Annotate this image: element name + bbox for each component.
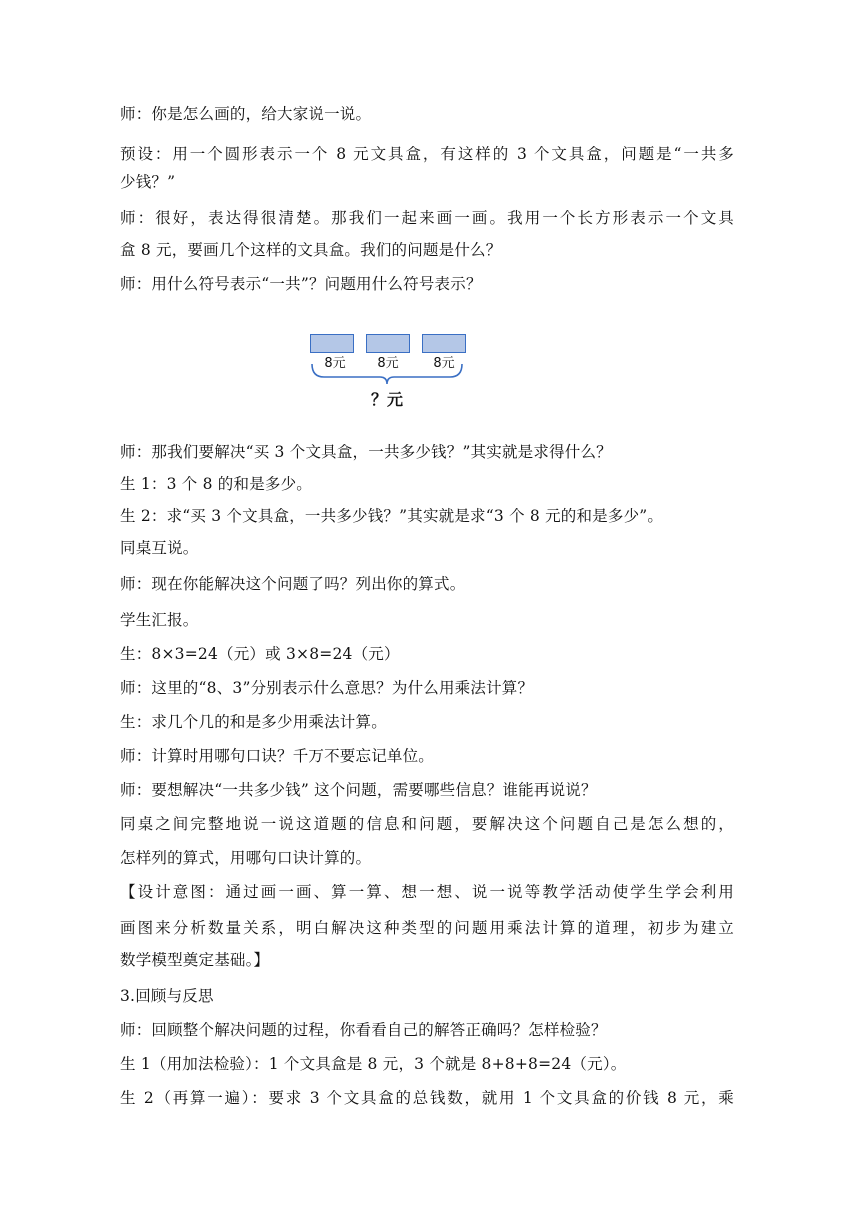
paragraph-line: 生 2（再算一遍）：要求 3 个文具盒的总钱数，就用 1 个文具盒的价钱 8 元，乘 — [120, 1089, 734, 1107]
paragraph-line: 生 2：求“买 3 个文具盒，一共多少钱？”其实就是求“3 个 8 元的和是多少”。 — [120, 507, 664, 525]
pencil-box-rect — [422, 334, 466, 353]
paragraph-line: 师：很好，表达得很清楚。那我们一起来画一画。我用一个长方形表示一个文具 — [120, 209, 734, 227]
paragraph-line: 盒 8 元，要画几个这样的文具盒。我们的问题是什么？ — [120, 241, 502, 259]
pencil-box-rect — [366, 334, 410, 353]
paragraph-line: 【设计意图：通过画一画、算一算、想一想、说一说等教学活动使学生学会利用 — [120, 883, 734, 901]
paragraph-line: 少钱？” — [120, 173, 176, 191]
paragraph-line: 师：要想解决“一共多少钱” 这个问题，需要哪些信息？谁能再说说？ — [120, 781, 597, 799]
box-price-label: 8元 — [377, 356, 399, 371]
paragraph-line: 预设：用一个圆形表示一个 8 元文具盒，有这样的 3 个文具盒，问题是“一共多 — [120, 145, 734, 163]
total-brace — [310, 362, 480, 392]
total-unknown-label: ？元 — [370, 390, 403, 409]
paragraph-line: 生 1：3 个 8 的和是多少。 — [120, 475, 312, 493]
paragraph-line: 数学模型奠定基础。】 — [120, 951, 270, 969]
paragraph-line: 画图来分析数量关系，明白解决这种类型的问题用乘法计算的道理，初步为建立 — [120, 919, 734, 937]
box-price-label: 8元 — [324, 356, 346, 371]
paragraph-line: 师：现在你能解决这个问题了吗？列出你的算式。 — [120, 575, 466, 593]
paragraph-line: 师：计算时用哪句口诀？千万不要忘记单位。 — [120, 747, 435, 765]
paragraph-line: 同桌之间完整地说一说这道题的信息和问题，要解决这个问题自己是怎么想的， — [120, 815, 734, 833]
pencil-box-rect — [310, 334, 354, 353]
section-heading: 3.回顾与反思 — [120, 987, 214, 1005]
paragraph-line: 师：这里的“8、3”分别表示什么意思？为什么用乘法计算？ — [120, 679, 534, 697]
paragraph-line: 师：你是怎么画的，给大家说一说。 — [120, 105, 372, 123]
pencil-box-diagram — [310, 326, 480, 416]
paragraph-line: 怎样列的算式，用哪句口诀计算的。 — [120, 849, 372, 867]
paragraph-line: 学生汇报。 — [120, 611, 199, 629]
paragraph-line: 生：求几个几的和是多少用乘法计算。 — [120, 713, 387, 731]
paragraph-line: 师：用什么符号表示“一共”？问题用什么符号表示？ — [120, 275, 482, 293]
paragraph-line: 生 1（用加法检验）：1 个文具盒是 8 元，3 个就是 8+8+8=24（元）。 — [120, 1055, 627, 1073]
box-price-label: 8元 — [433, 356, 455, 371]
paragraph-line: 师：回顾整个解决问题的过程，你看看自己的解答正确吗？怎样检验？ — [120, 1021, 607, 1039]
paragraph-line: 生：8×3=24（元）或 3×8=24（元） — [120, 645, 400, 663]
paragraph-line: 师：那我们要解决“买 3 个文具盒，一共多少钱？”其实就是求得什么？ — [120, 443, 612, 461]
paragraph-line: 同桌互说。 — [120, 539, 199, 557]
